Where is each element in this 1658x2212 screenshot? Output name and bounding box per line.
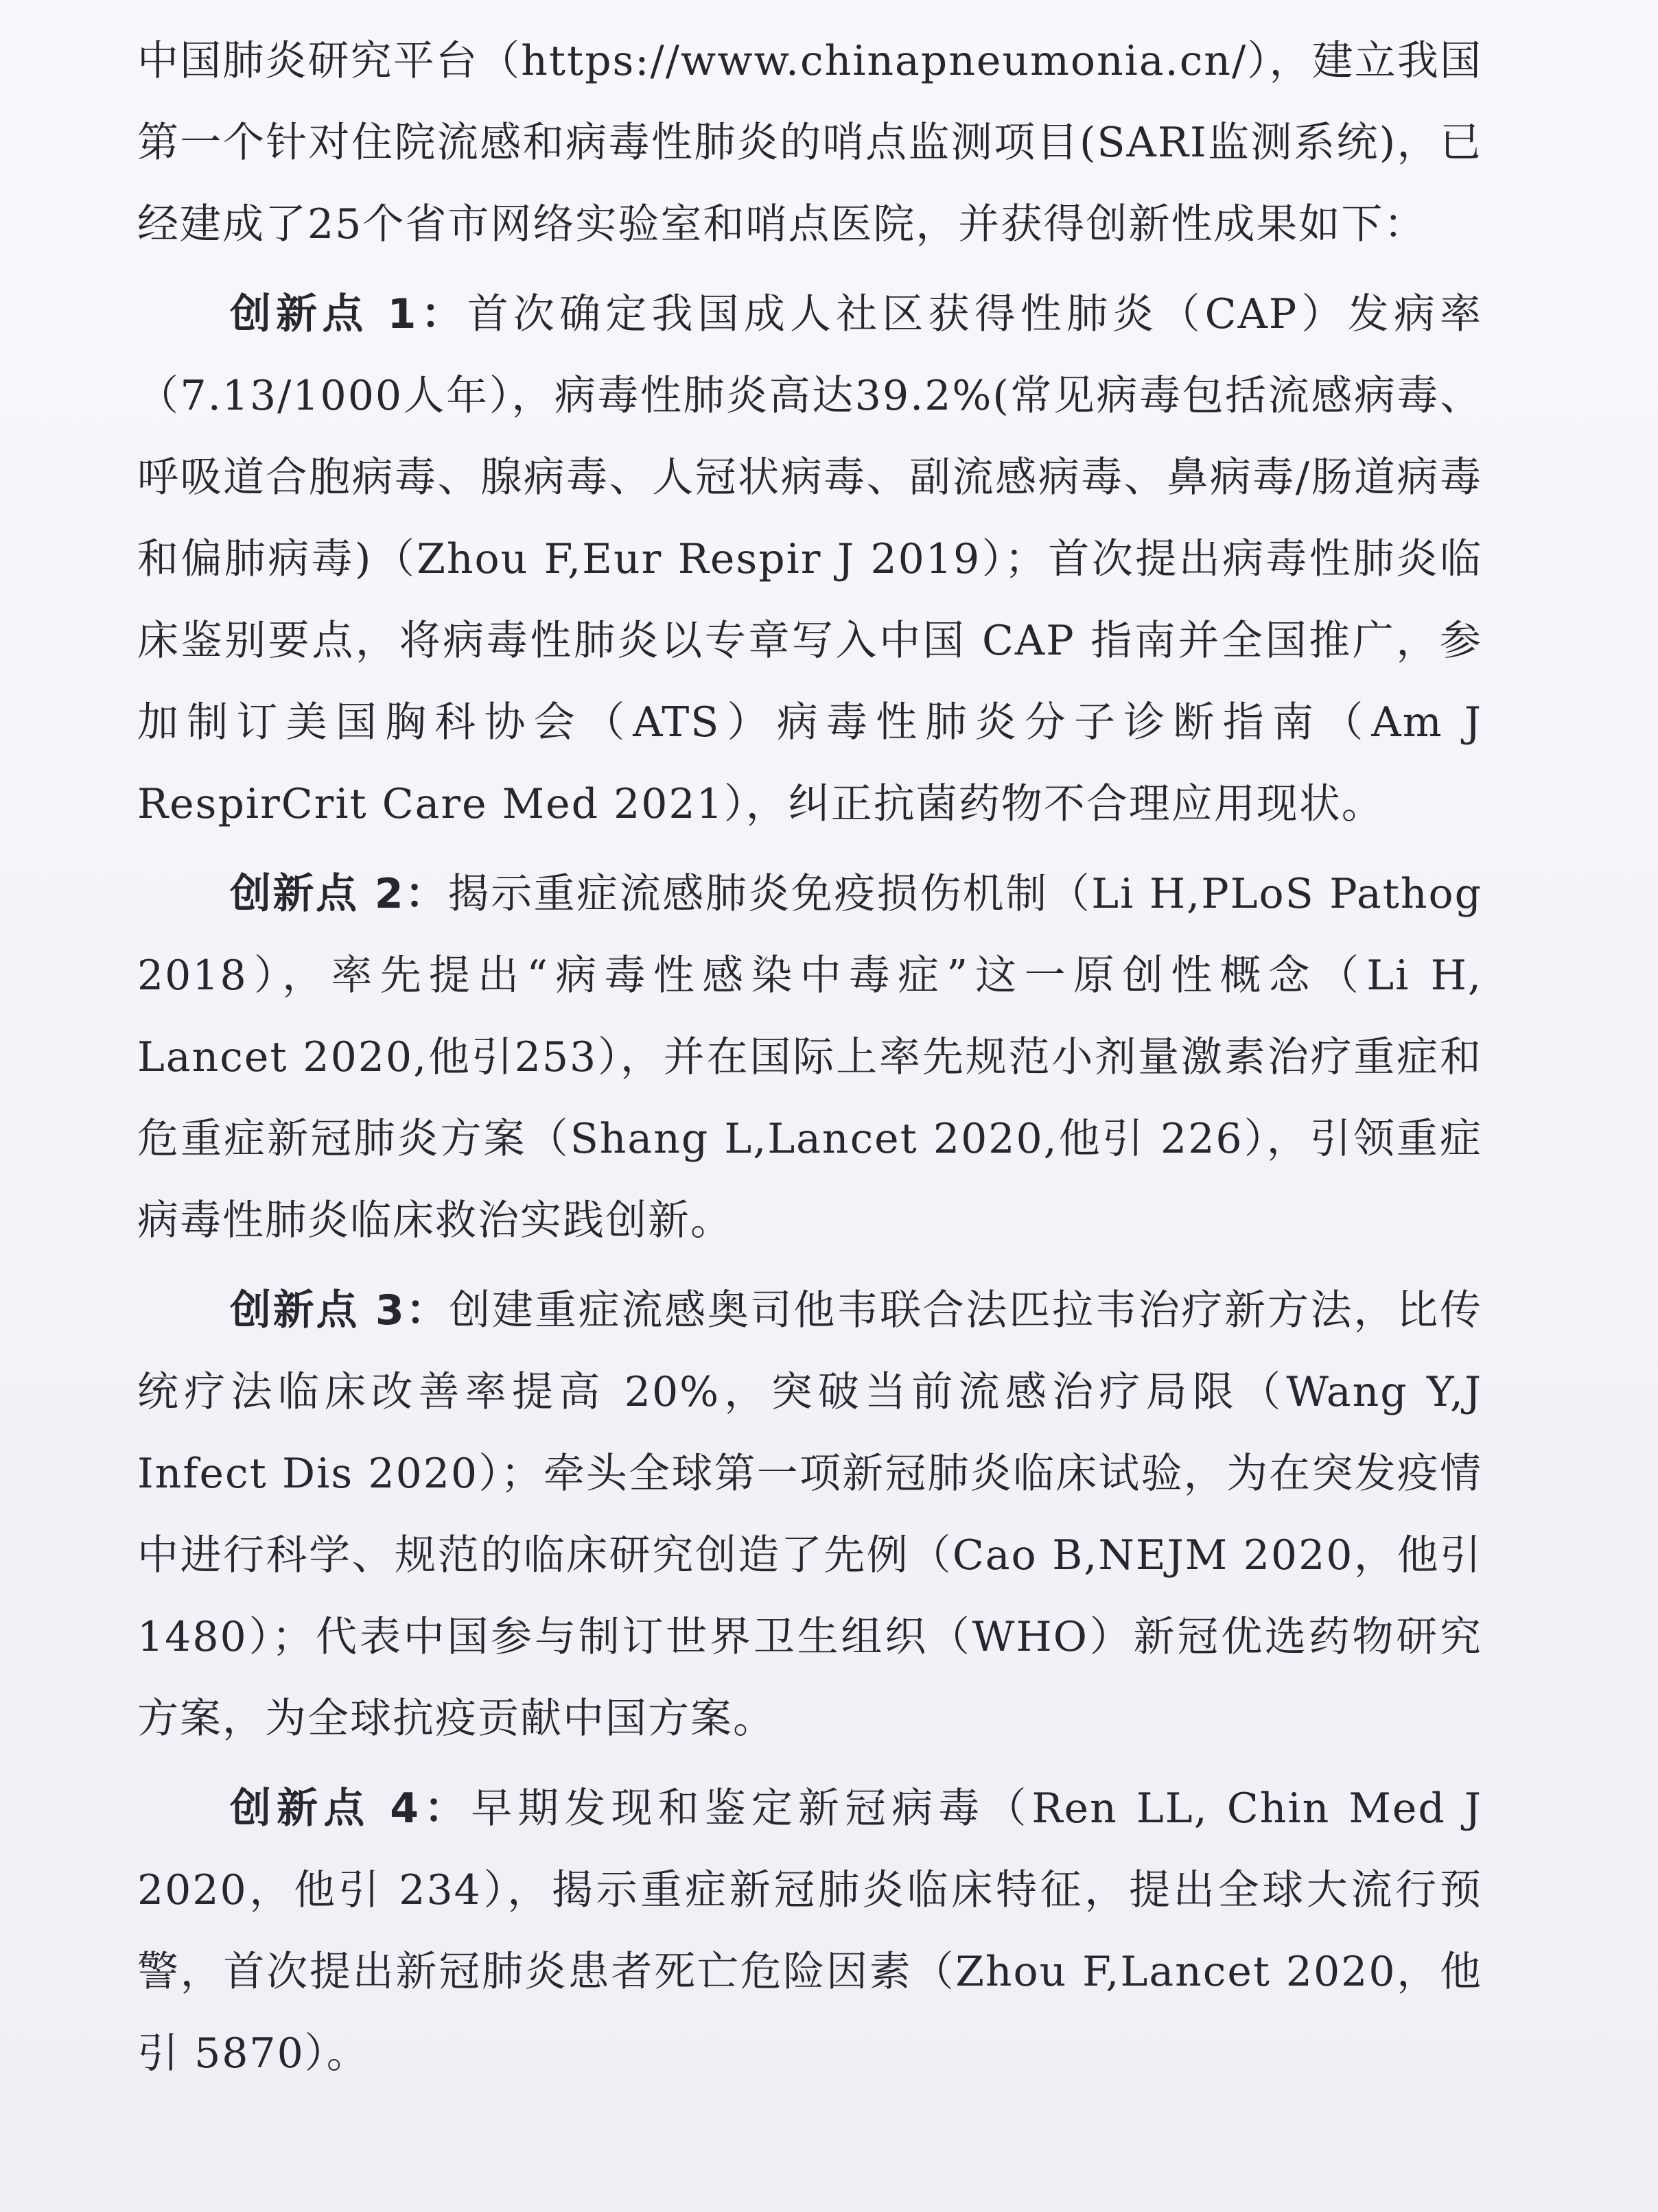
innovation-text-1: 首次确定我国成人社区获得性肺炎（CAP）发病率（7.13/1000人年），病毒性肺炎高达39.2%(常见病毒包括流感病毒、呼吸道合胞病毒、腺病毒、人冠状病毒、副流感病毒、鼻病毒/肠道病毒和偏肺病毒)（Zhou F,Eur Respir J 2019）；首次提出病毒性肺炎临床鉴别要点，将病毒性肺炎以专章写入中国 CAP 指南并全国推广，参加制订美国胸科协会（ATS）病毒性肺炎分子诊断指南（Am J RespirCrit Care Med 2021），纠正抗菌药物不合理应用现状。 — [137, 290, 1482, 828]
innovation-point-4 — [137, 1768, 1482, 2095]
intro-paragraph: 中国肺炎研究平台（https://www.chinapneumonia.cn/），建立我国第一个针对住院流感和病毒性肺炎的哨点监测项目(SARI监测系统)，已经建成了25个省市网络实验室和哨点医院，并获得创新性成果如下： — [137, 37, 1482, 248]
innovation-text-3: 创建重症流感奥司他韦联合法匹拉韦治疗新方法，比传统疗法临床改善率提高 20%，突破当前流感治疗局限（Wang Y,J Infect Dis 2020）；牵头全球第一项新冠肺炎临床试验，为在突发疫情中进行科学、规范的临床研究创造了先例（Cao B,NEJM 2020，他引 1480）；代表中国参与制订世界卫生组织（WHO）新冠优选药物研究方案，为全球抗疫贡献中国方案。 — [137, 1286, 1482, 1743]
document-body — [137, 21, 1482, 2103]
innovation-label-2: 创新点 2： — [230, 870, 448, 918]
innovation-point-3 — [137, 1270, 1482, 1760]
innovation-text-2: 揭示重症流感肺炎免疫损伤机制（Li H,PLoS Pathog 2018），率先提出“病毒性感染中毒症”这一原创性概念（Li H, Lancet 2020,他引253），并在国际上率先规范小剂量激素治疗重症和危重症新冠肺炎方案（Shang L,Lancet 2020,他引 226），引领重症病毒性肺炎临床救治实践创新。 — [137, 870, 1482, 1245]
innovation-point-2 — [137, 854, 1482, 1262]
innovation-label-3: 创新点 3： — [230, 1286, 449, 1334]
innovation-label-1: 创新点 1： — [230, 290, 467, 338]
innovation-label-4: 创新点 4： — [230, 1785, 471, 1833]
innovation-point-1 — [137, 274, 1482, 845]
innovation-text-4: 早期发现和鉴定新冠病毒（Ren LL, Chin Med J 2020，他引 234），揭示重症新冠肺炎临床特征，提出全球大流行预警，首次提出新冠肺炎患者死亡危险因素（Zhou F,Lancet 2020，他引 5870）。 — [137, 1785, 1482, 2078]
